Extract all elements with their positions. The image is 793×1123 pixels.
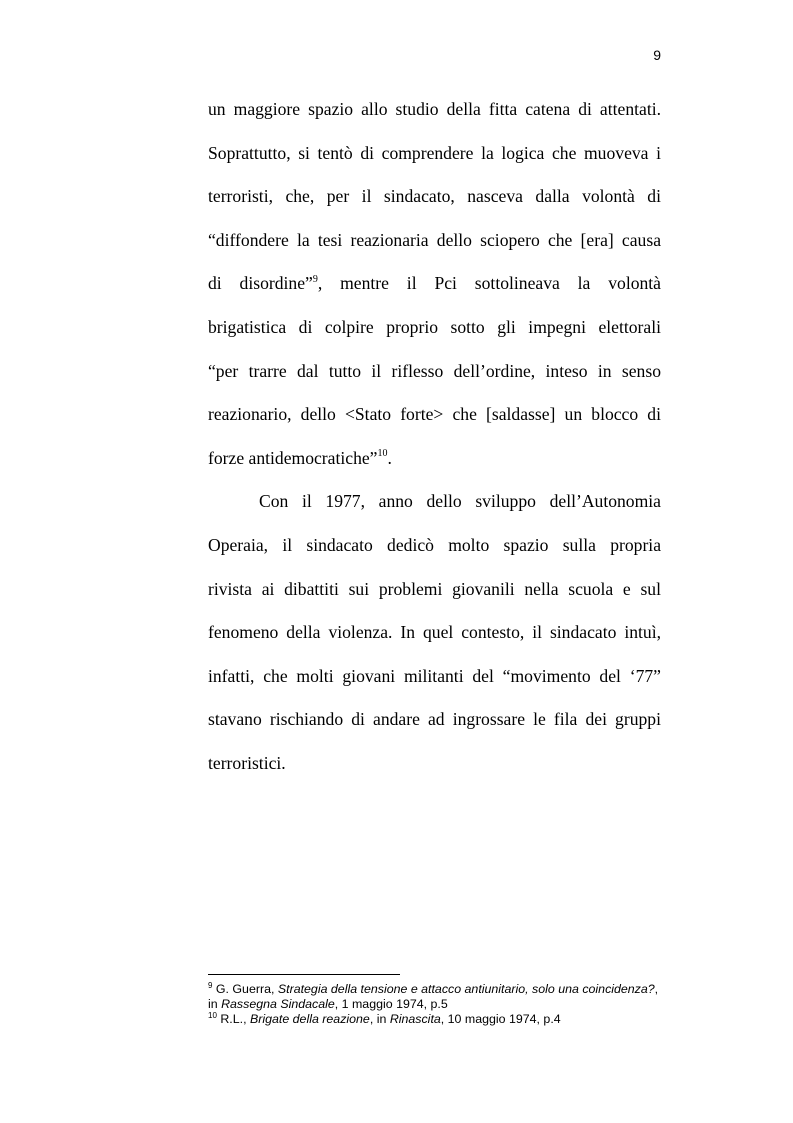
body-line: “per trarre dal tutto il riflesso dell’ordine, inteso in senso: [208, 360, 661, 381]
footnote-text: , 1 maggio 1974, p.5: [334, 997, 448, 1011]
footnote-marker: 9: [208, 980, 213, 990]
footnote-source: Rinascita: [389, 1012, 441, 1026]
body-text: [208, 88, 661, 786]
footnote-title: Brigate della reazione: [249, 1012, 370, 1026]
footnote-10: [208, 1012, 668, 1027]
body-line: Operaia, il sindacato dedicò molto spazio sulla propria: [208, 534, 661, 555]
footnote-text: , in: [208, 982, 659, 1011]
body-line: infatti, che molti giovani militanti del “movimento del ‘77”: [208, 665, 661, 686]
page-number: 9: [653, 47, 661, 63]
footnote-ref-10: 10: [377, 447, 388, 459]
footnote-author: R.L.,: [216, 1012, 250, 1026]
footnotes: [208, 982, 668, 1027]
body-line: fenomeno della violenza. In quel contesto, il sindacato intuì,: [208, 622, 661, 643]
body-line-text: di disordine”: [208, 273, 313, 294]
body-line: stavano rischiando di andare ad ingrossare le fila dei gruppi: [208, 709, 661, 730]
body-line: un maggiore spazio allo studio della fitta catena di attentati.: [208, 99, 661, 119]
footnote-text: , 10 maggio 1974, p.4: [440, 1012, 561, 1026]
footnote-author: G. Guerra,: [212, 982, 278, 996]
footnote-marker: 10: [208, 1010, 217, 1020]
body-line-text: , mentre il Pci sottolineava la volontà: [317, 273, 661, 294]
body-line-with-ref-9: [208, 262, 661, 306]
body-line: “diffondere la tesi reazionaria dello sciopero che [era] causa: [208, 229, 661, 250]
body-line: Con il 1977, anno dello sviluppo dell’Autonomia: [259, 491, 661, 512]
body-line: terroristici.: [208, 752, 286, 773]
footnote-rule: [208, 974, 400, 975]
body-line: terroristi, che, per il sindacato, nasceva dalla volontà di: [208, 186, 661, 207]
footnote-ref-9: 9: [312, 273, 318, 285]
body-line: brigatistica di colpire proprio sotto gli impegni elettorali: [208, 316, 661, 337]
body-line-with-ref-10: [208, 437, 661, 481]
body-line: reazionario, dello <Stato forte> che [saldasse] un blocco di: [208, 404, 661, 425]
body-line-text: forze antidemocratiche”: [208, 447, 378, 468]
footnote-source: Rassegna Sindacale: [221, 997, 335, 1011]
footnote-title: Strategia della tensione e attacco antiunitario, solo una coincidenza?: [277, 982, 655, 996]
footnote-text: , in: [369, 1012, 390, 1026]
footnote-9: [208, 982, 668, 1012]
body-line: rivista ai dibattiti sui problemi giovanili nella scuola e sul: [208, 578, 661, 599]
body-line-text: .: [387, 447, 392, 468]
body-line: Soprattutto, si tentò di comprendere la logica che muoveva i: [208, 142, 661, 163]
